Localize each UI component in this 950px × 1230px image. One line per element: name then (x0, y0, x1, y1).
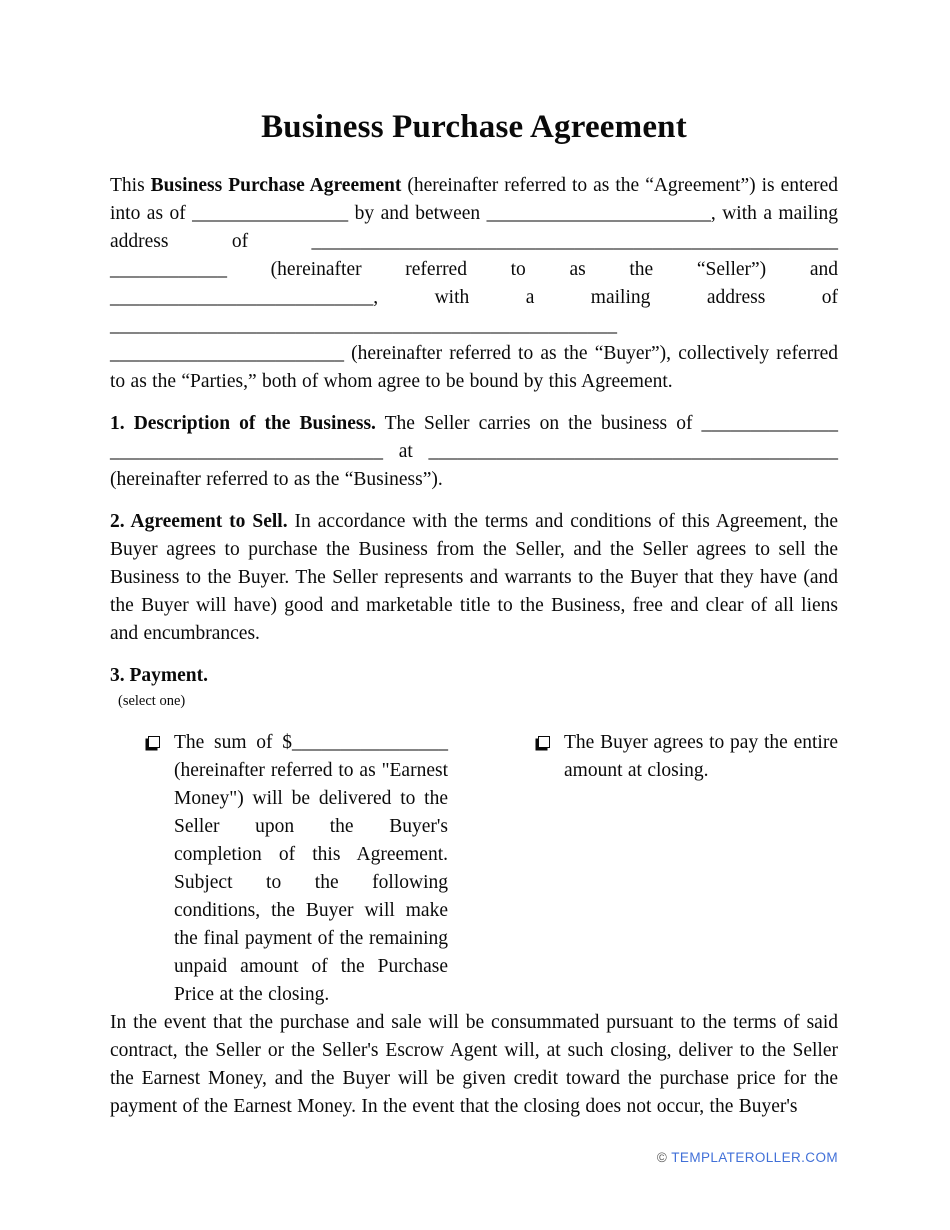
page-title: Business Purchase Agreement (261, 109, 687, 145)
copyright-icon: © (656, 1150, 668, 1165)
section-1-body: The Seller carries on the business of ______________ ____________________________ at __________________________________________ (hereinafter referred to as the “Business”). (110, 413, 838, 490)
intro-body-text: (hereinafter referred to as the “Agreement”) is entered into as of ________________ by and between _______________________, with a mailing address of ______________________________________________________ ____________ (hereinafter referred to as the “Seller”) and ___________________________, with a mailing address of ____________________________________________________ ________________________ (hereinafter referred to as the “Buyer”), collectively referred to as the “Parties,” both of whom agree to be bound by this Agreement. (110, 175, 838, 392)
agreement-name-bold: Business Purchase Agreement (150, 175, 402, 196)
section-2-body: In accordance with the terms and conditions of this Agreement, the Buyer agrees to purchase the Business from the Seller, and the Seller agrees to sell the Business to the Buyer. The Seller represents and warrants to the Buyer that they have (and the Buyer will have) good and marketable title to the Business, free and clear of all liens and encumbrances. (110, 511, 838, 644)
section-3-payment (110, 662, 838, 1009)
section-3-heading: 3. Payment. (110, 665, 209, 686)
payment-option-pay-at-closing (535, 729, 838, 1009)
intro-lead-text: This (110, 175, 151, 196)
payment-option-earnest-money (145, 729, 448, 1009)
earnest-money-checkbox[interactable] (148, 736, 160, 748)
section-2-agreement-paragraph (110, 508, 838, 648)
page-footer (657, 1150, 838, 1165)
select-one-note: (select one) (118, 693, 186, 709)
intro-paragraph (110, 172, 838, 396)
pay-at-closing-checkbox[interactable] (538, 736, 550, 748)
pay-at-closing-option-text: The Buyer agrees to pay the entire amount at closing. (564, 732, 838, 781)
earnest-money-closing-paragraph: In the event that the purchase and sale will be consummated pursuant to the terms of said contract, the Seller or the Seller's Escrow Agent will, at such closing, deliver to the Seller the Earnest Money, and the Buyer will be given credit toward the purchase price for the payment of the Earnest Money. In the event that the closing does not occur, the Buyer's (110, 1012, 838, 1117)
section-2-heading: 2. Agreement to Sell. (110, 511, 288, 532)
section-1-description-paragraph (110, 410, 838, 494)
templateroller-link[interactable]: TEMPLATEROLLER.COM (671, 1150, 838, 1165)
earnest-money-option-text: The sum of $________________ (hereinafter referred to as "Earnest Money") will be delivered to the Seller upon the Buyer's completion of this Agreement. Subject to the following conditions, the Buyer will make the final payment of the remaining unpaid amount of the Purchase Price at the closing. (174, 732, 448, 1005)
section-1-heading: 1. Description of the Business. (110, 413, 376, 434)
payment-options-row (145, 729, 838, 1009)
